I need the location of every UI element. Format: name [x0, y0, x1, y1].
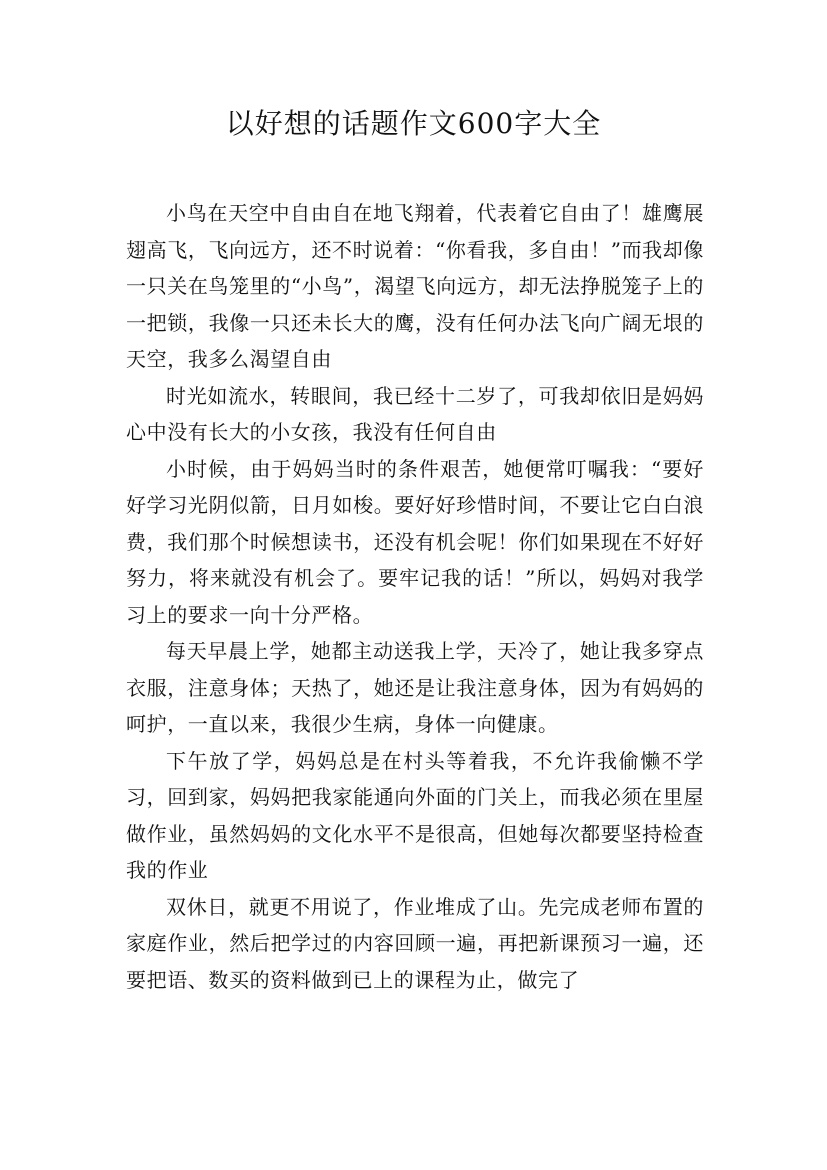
- paragraph: 时光如流水，转眼间，我已经十二岁了，可我却依旧是妈妈心中没有长大的小女孩，我没有任何自由: [126, 383, 704, 444]
- document-body: [126, 195, 704, 998]
- paragraph: 双休日，就更不用说了，作业堆成了山。先完成老师布置的家庭作业，然后把学过的内容回顾一遍，再把新课预习一遍，还要把语、数买的资料做到已上的课程为止，做完了: [126, 894, 704, 992]
- paragraph: 小时候，由于妈妈当时的条件艰苦，她便常叮嘱我：“要好好学习光阴似箭，日月如梭。要好好珍惜时间，不要让它白白浪费，我们那个时候想读书，还没有机会呢！你们如果现在不好好努力，将来就没有机会了。要牢记我的话！”所以，妈妈对我学习上的要求一向十分严格。: [126, 456, 704, 627]
- paragraph: 下午放了学，妈妈总是在村头等着我，不允许我偷懒不学习，回到家，妈妈把我家能通向外面的门关上，而我必须在里屋做作业，虽然妈妈的文化水平不是很高，但她每次都要坚持检查我的作业: [126, 748, 704, 882]
- paragraph: 小鸟在天空中自由自在地飞翔着，代表着它自由了！雄鹰展翅高飞，飞向远方，还不时说着：“你看我，多自由！”而我却像一只关在鸟笼里的“小鸟”，渴望飞向远方，却无法挣脱笼子上的一把锁，我像一只还未长大的鹰，没有任何办法飞向广阔无垠的天空，我多么渴望自由: [126, 201, 704, 371]
- document-title: 以好想的话题作文600字大全: [225, 107, 602, 140]
- paragraph: 每天早晨上学，她都主动送我上学，天冷了，她让我多穿点衣服，注意身体；天热了，她还是让我注意身体，因为有妈妈的呵护，一直以来，我很少生病，身体一向健康。: [126, 639, 704, 736]
